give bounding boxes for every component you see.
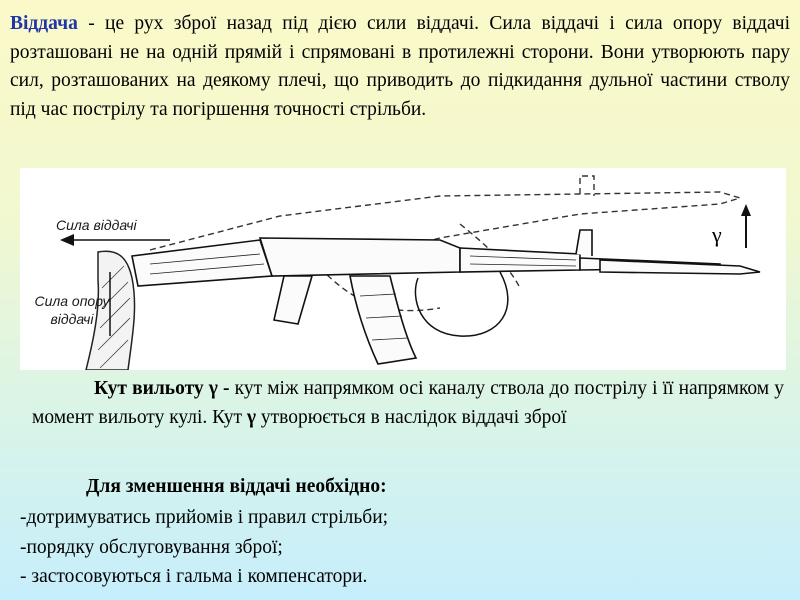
definition-gamma: γ (246, 406, 256, 428)
resistance-force-label (24, 292, 120, 328)
rifle-solid (132, 230, 760, 364)
gamma-symbol-label: γ (712, 222, 722, 247)
definition-paragraph (32, 375, 784, 432)
list-item: - застосовуються і гальма і компенсатори. (20, 566, 368, 587)
list-item: -порядку обслуговування зброї; (20, 536, 283, 558)
resistance-label-line1: Сила опору (34, 293, 110, 309)
rifle-recoil-figure (20, 168, 786, 370)
recommendations-list (20, 503, 388, 592)
rifle-sling (415, 272, 507, 336)
list-item: -дотримуватись прийомів і правил стрільби; (20, 507, 389, 528)
intro-paragraph (10, 10, 790, 124)
definition-text: кут між напрямком осі каналу ствола до пострілу і її напрямком у момент вильоту кулі. Кут (32, 378, 784, 428)
rifle-illustration (20, 168, 786, 370)
list-title: Для зменшення віддачі необхідно: (86, 476, 387, 497)
definition-text-end: утворюється в наслідок віддачі зброї (256, 406, 567, 428)
recoil-term: Віддача (10, 13, 78, 34)
recoil-force-label: Сила віддачі (56, 217, 137, 233)
intro-text: - це рух зброї назад під дією сили віддачі. Сила віддачі і сила опору віддачі розташовані не на одній прямій і спрямовані в протилежні сторони. Вони утворюють пару сил, розташованих на деякому плечі, що приводить до підкидання дульної частини стволу під час пострілу та погіршення точності стрільби. (10, 13, 790, 120)
resistance-label-line2: віддачі (50, 311, 94, 327)
definition-term: Кут вильоту γ - (94, 378, 230, 399)
